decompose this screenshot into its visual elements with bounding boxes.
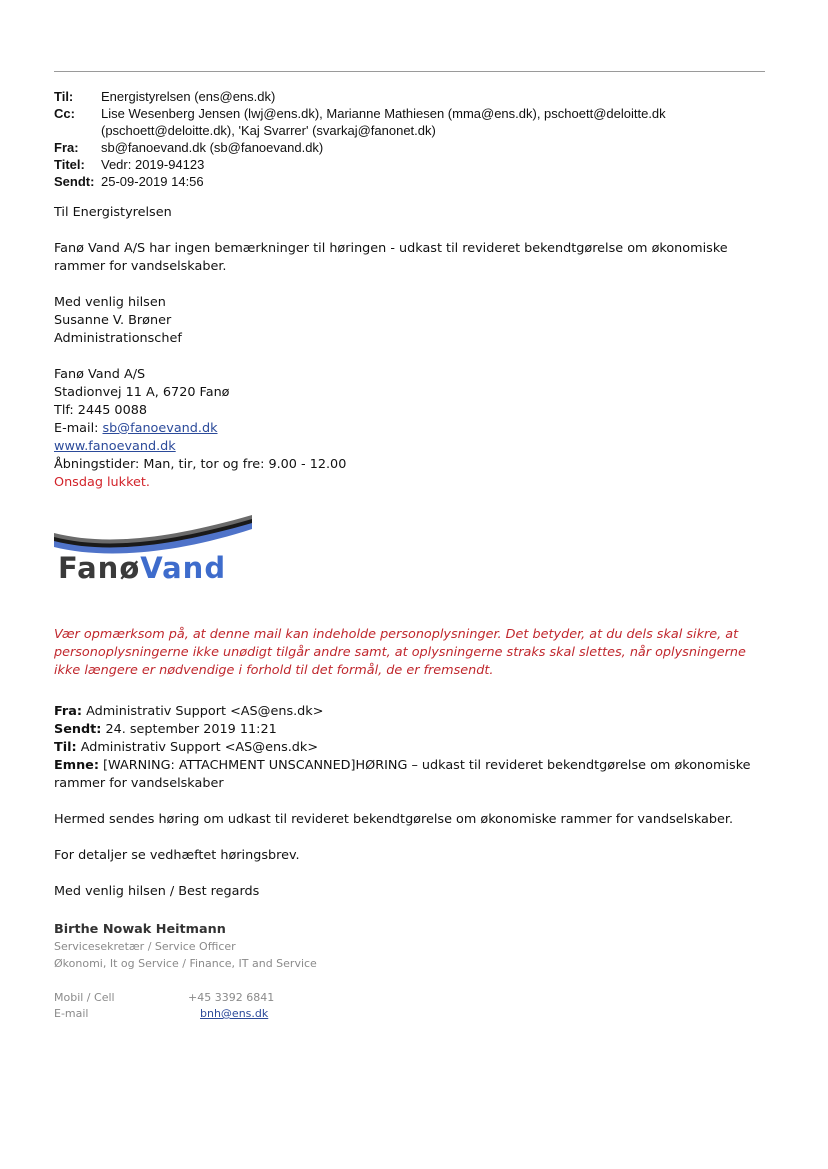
fwd-subject-label: Emne: xyxy=(54,758,99,773)
fanovand-logo xyxy=(52,505,252,585)
top-divider xyxy=(54,71,765,72)
sent-label: Sendt: xyxy=(54,174,95,189)
sent-value: 25-09-2019 14:56 xyxy=(101,174,204,189)
phone: Tlf: 2445 0088 xyxy=(54,403,148,418)
fwd-to-label: Til: xyxy=(54,740,77,755)
cc-row xyxy=(54,105,741,139)
address: Stadionvej 11 A, 6720 Fanø xyxy=(54,385,230,400)
cc-value xyxy=(101,105,741,139)
mobile-value: +45 3392 6841 xyxy=(188,991,275,1004)
greeting: Til Energistyrelsen xyxy=(54,205,172,220)
cc-label: Cc: xyxy=(54,106,75,121)
message: Fanø Vand A/S har ingen bemærkninger til høringen - udkast til revideret bekendtgørelse om økonomiske rammer for vandselskaber. xyxy=(54,241,728,274)
from-label: Fra: xyxy=(54,140,79,155)
fwd-to-value: Administrativ Support <AS@ens.dk> xyxy=(76,740,319,755)
cc-value-line-2: (pschoett@deloitte.dk), 'Kaj Svarrer' (svarkaj@fanonet.dk) xyxy=(101,123,436,138)
closed-note: Onsdag lukket. xyxy=(54,475,150,490)
cc-value-line-1: Lise Wesenberg Jensen (lwj@ens.dk), Marianne Mathiesen (mma@ens.dk), pschoett@deloitte.dk xyxy=(101,106,666,121)
from-row xyxy=(54,139,741,156)
to-label: Til: xyxy=(54,89,74,104)
website-link[interactable]: www.fanoevand.dk xyxy=(54,439,176,454)
sent-row xyxy=(54,173,741,190)
fwd-sent-row xyxy=(54,721,774,739)
signer-title: Administrationschef xyxy=(54,331,182,346)
website-line xyxy=(54,438,774,456)
to-value: Energistyrelsen (ens@ens.dk) xyxy=(101,89,276,104)
from-value: sb@fanoevand.dk (sb@fanoevand.dk) xyxy=(101,140,324,155)
mobile-row xyxy=(54,990,274,1006)
email-row xyxy=(54,1006,274,1022)
fwd-from-value: Administrativ Support <AS@ens.dk> xyxy=(82,704,324,719)
svg-text:FanøVand xyxy=(58,551,226,585)
fwd-from-row xyxy=(54,703,774,721)
closing: Med venlig hilsen xyxy=(54,295,166,310)
privacy-warning: Vær opmærksom på, at denne mail kan indeholde personoplysninger. Det betyder, at du dels skal sikre, at personoplysningerne ikke unødigt tilgår andre samt, at oplysningerne straks skal slettes, når oplysningerne ikke længere er nødvendige i forhold til det formål, de er fremsendt. xyxy=(54,627,746,678)
to-row xyxy=(54,88,741,105)
signature-role: Servicesekretær / Service Officer xyxy=(54,940,236,953)
fwd-from-label: Fra: xyxy=(54,704,82,719)
fwd-text-3: Med venlig hilsen / Best regards xyxy=(54,884,260,899)
forwarded-message xyxy=(54,703,774,901)
contact-email-link[interactable]: bnh@ens.dk xyxy=(200,1007,269,1020)
fwd-sent-label: Sendt: xyxy=(54,722,102,737)
fwd-text-2: For detaljer se vedhæftet høringsbrev. xyxy=(54,848,300,863)
fwd-sent-value: 24. september 2019 11:21 xyxy=(101,722,277,737)
title-label: Titel: xyxy=(54,157,85,172)
fwd-subject-value: [WARNING: ATTACHMENT UNSCANNED]HØRING – udkast til revideret bekendtgørelse om økonomiske rammer for vandselskaber xyxy=(54,758,751,791)
title-value: Vedr: 2019-94123 xyxy=(101,157,205,172)
contact-email-label: E-mail xyxy=(54,1007,89,1020)
signature-dept: Økonomi, It og Service / Finance, IT and Service xyxy=(54,957,317,970)
signature-name: Birthe Nowak Heitmann xyxy=(54,922,226,937)
email-header xyxy=(54,88,741,190)
company-name: Fanø Vand A/S xyxy=(54,367,146,382)
opening-hours: Åbningstider: Man, tir, tor og fre: 9.00 - 12.00 xyxy=(54,457,347,472)
email-line xyxy=(54,420,774,438)
title-row xyxy=(54,156,741,173)
logo-text-vand: Vand xyxy=(140,551,227,585)
fwd-text-1: Hermed sendes høring om udkast til revideret bekendtgørelse om økonomiske rammer for vandselskaber. xyxy=(54,812,734,827)
email-label: E-mail: xyxy=(54,421,103,436)
mobile-label: Mobil / Cell xyxy=(54,991,115,1004)
fwd-subject-row xyxy=(54,757,774,793)
signature-block xyxy=(54,921,317,972)
signer-name: Susanne V. Brøner xyxy=(54,313,172,328)
contact-block xyxy=(54,990,274,1022)
fwd-to-row xyxy=(54,739,774,757)
email-body xyxy=(54,204,774,492)
email-link[interactable]: sb@fanoevand.dk xyxy=(102,421,218,436)
logo-text-fano: Fanø xyxy=(58,551,141,585)
